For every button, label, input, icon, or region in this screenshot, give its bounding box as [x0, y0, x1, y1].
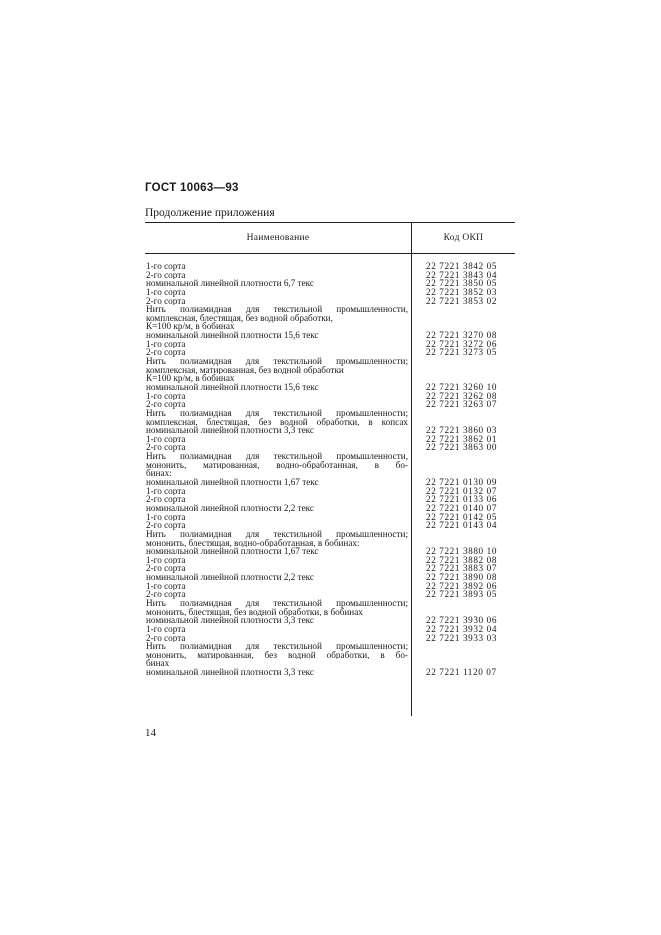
row-name: 1-го сорта — [146, 581, 186, 591]
row-name: мононить, матированная, без водной обработки, в бо- — [146, 650, 408, 660]
row-name: комплексная, блестящая, без водной обработки, — [146, 313, 333, 323]
table-header-rule — [145, 253, 515, 254]
row-name: 2-го сорта — [146, 270, 186, 280]
row-name: Нить полиамидная для текстильной промышленности; — [146, 408, 408, 418]
row-name: номинальной линейной плотности 3,3 текс — [146, 426, 314, 435]
table-row — [145, 305, 515, 314]
row-code: 22 7221 0142 05 — [426, 511, 498, 522]
row-name: номинальной линейной плотности 1,67 текс — [146, 478, 319, 487]
row-name: номинальной линейной плотности 3,3 текс — [146, 616, 314, 625]
row-name: 1-го сорта — [146, 434, 186, 444]
table-row — [145, 443, 515, 452]
table-row — [145, 642, 515, 651]
row-name: мононить, матированная, водно-обработанная, в бо- — [146, 460, 408, 470]
row-name: мононить, блестящая, без водной обработки, в бобинах — [146, 607, 363, 617]
row-name: Нить полиамидная для текстильной промышленности; — [146, 642, 408, 651]
row-code: 22 7221 3273 05 — [426, 347, 498, 358]
row-name: 1-го сорта — [146, 555, 186, 565]
row-code: 22 7221 3932 04 — [426, 623, 498, 634]
table-row — [145, 599, 515, 608]
row-code: 22 7221 3890 08 — [426, 572, 498, 583]
table-row — [145, 409, 515, 418]
okp-table — [145, 222, 515, 716]
table-row — [145, 314, 515, 323]
row-name: К=100 кр/м, в бобинах — [146, 374, 235, 383]
table-row — [145, 348, 515, 357]
row-code: 22 7221 3853 02 — [426, 295, 498, 306]
continuation-heading: Продолжение приложения — [145, 207, 275, 219]
row-name: 2-го сорта — [146, 296, 186, 306]
row-name: 1-го сорта — [146, 391, 186, 401]
row-code: 22 7221 3270 08 — [426, 330, 498, 341]
table-row — [145, 530, 515, 539]
column-header-name: Наименование — [246, 233, 310, 243]
row-name: 2-го сорта — [146, 495, 186, 504]
row-code: 22 7221 3930 06 — [426, 615, 498, 626]
row-code: 22 7221 3883 07 — [426, 563, 498, 574]
row-name: номинальной линейной плотности 3,3 текс — [146, 668, 314, 677]
row-name: 2-го сорта — [146, 400, 186, 409]
row-name: Нить полиамидная для текстильной промышленности, — [146, 305, 408, 314]
row-code: 22 7221 3843 04 — [426, 269, 498, 280]
row-name: бинах: — [146, 469, 172, 479]
row-code: 22 7221 3880 10 — [426, 546, 498, 557]
document-code: ГОСТ 10063—93 — [145, 182, 239, 194]
row-name: Нить полиамидная для текстильной промышленности; — [146, 598, 408, 608]
table-row — [145, 634, 515, 643]
column-header-code: Код ОКП — [443, 233, 484, 243]
row-code: 22 7221 0143 04 — [426, 520, 498, 531]
row-code: 22 7221 0132 07 — [426, 485, 498, 496]
table-row — [145, 521, 515, 530]
row-name: 1-го сорта — [146, 262, 186, 271]
table-row — [145, 357, 515, 366]
row-code: 22 7221 3852 03 — [426, 286, 498, 297]
table-row — [145, 461, 515, 470]
row-code: 22 7221 3863 00 — [426, 442, 498, 453]
row-code: 22 7221 3262 08 — [426, 390, 498, 401]
row-name: комплексная, блестящая, без водной обработки, в копсах — [146, 417, 408, 427]
row-name: номинальной линейной плотности 15,6 текс — [146, 382, 319, 392]
row-name: номинальной линейной плотности 6,7 текс — [146, 279, 314, 288]
row-name: 1-го сорта — [146, 486, 186, 496]
row-name: 2-го сорта — [146, 443, 186, 453]
row-code: 22 7221 3882 08 — [426, 554, 498, 565]
row-name: Нить полиамидная для текстильной промышленности, — [146, 452, 408, 461]
row-code: 22 7221 0140 07 — [426, 502, 498, 513]
row-code: 22 7221 0133 06 — [426, 494, 498, 505]
row-name: комплексная, матированная, без водной обработки — [146, 365, 344, 375]
page-number: 14 — [145, 727, 156, 739]
table-row — [145, 366, 515, 375]
row-name: номинальной линейной плотности 15,6 текс — [146, 331, 319, 340]
table-row — [145, 668, 515, 677]
row-code: 22 7221 3892 06 — [426, 580, 498, 591]
row-code: 22 7221 3893 05 — [426, 589, 498, 600]
row-name: 2-го сорта — [146, 348, 186, 358]
row-name: 1-го сорта — [146, 624, 186, 634]
row-name: 2-го сорта — [146, 633, 186, 643]
row-code: 22 7221 0130 09 — [426, 477, 498, 488]
row-name: Нить полиамидная для текстильной промышленности; — [146, 529, 408, 539]
row-code: 22 7221 3842 05 — [426, 261, 498, 271]
table-top-rule — [145, 222, 515, 223]
row-code: 22 7221 3272 06 — [426, 338, 498, 349]
row-code: 22 7221 3850 05 — [426, 278, 498, 289]
row-code: 22 7221 3860 03 — [426, 425, 498, 436]
row-name: 2-го сорта — [146, 521, 186, 530]
table-row — [145, 651, 515, 660]
row-name: номинальной линейной плотности 2,2 текс — [146, 503, 314, 513]
table-body — [145, 262, 515, 677]
row-code: 22 7221 1120 07 — [426, 667, 497, 678]
table-row — [145, 590, 515, 599]
row-name: номинальной линейной плотности 1,67 текс — [146, 547, 319, 556]
row-name: Нить полиамидная для текстильной промышленности; — [146, 357, 408, 366]
row-code: 22 7221 3862 01 — [426, 433, 498, 444]
row-code: 22 7221 3263 07 — [426, 399, 498, 410]
table-row — [145, 297, 515, 306]
row-name: бинах — [146, 659, 170, 669]
row-name: К=100 кр/м, в бобинах — [146, 322, 235, 332]
table-row — [145, 452, 515, 461]
row-name: 2-го сорта — [146, 564, 186, 574]
row-name: номинальной линейной плотности 2,2 текс — [146, 573, 314, 582]
table-row — [145, 400, 515, 409]
row-name: 1-го сорта — [146, 339, 186, 349]
row-name: 2-го сорта — [146, 590, 186, 599]
row-name: мононить, блестящая, водно-обработанная, в бобинах: — [146, 538, 360, 548]
row-code: 22 7221 3260 10 — [426, 381, 498, 392]
row-code: 22 7221 3933 03 — [426, 632, 498, 643]
row-name: 1-го сорта — [146, 287, 186, 297]
row-name: 1-го сорта — [146, 512, 186, 522]
